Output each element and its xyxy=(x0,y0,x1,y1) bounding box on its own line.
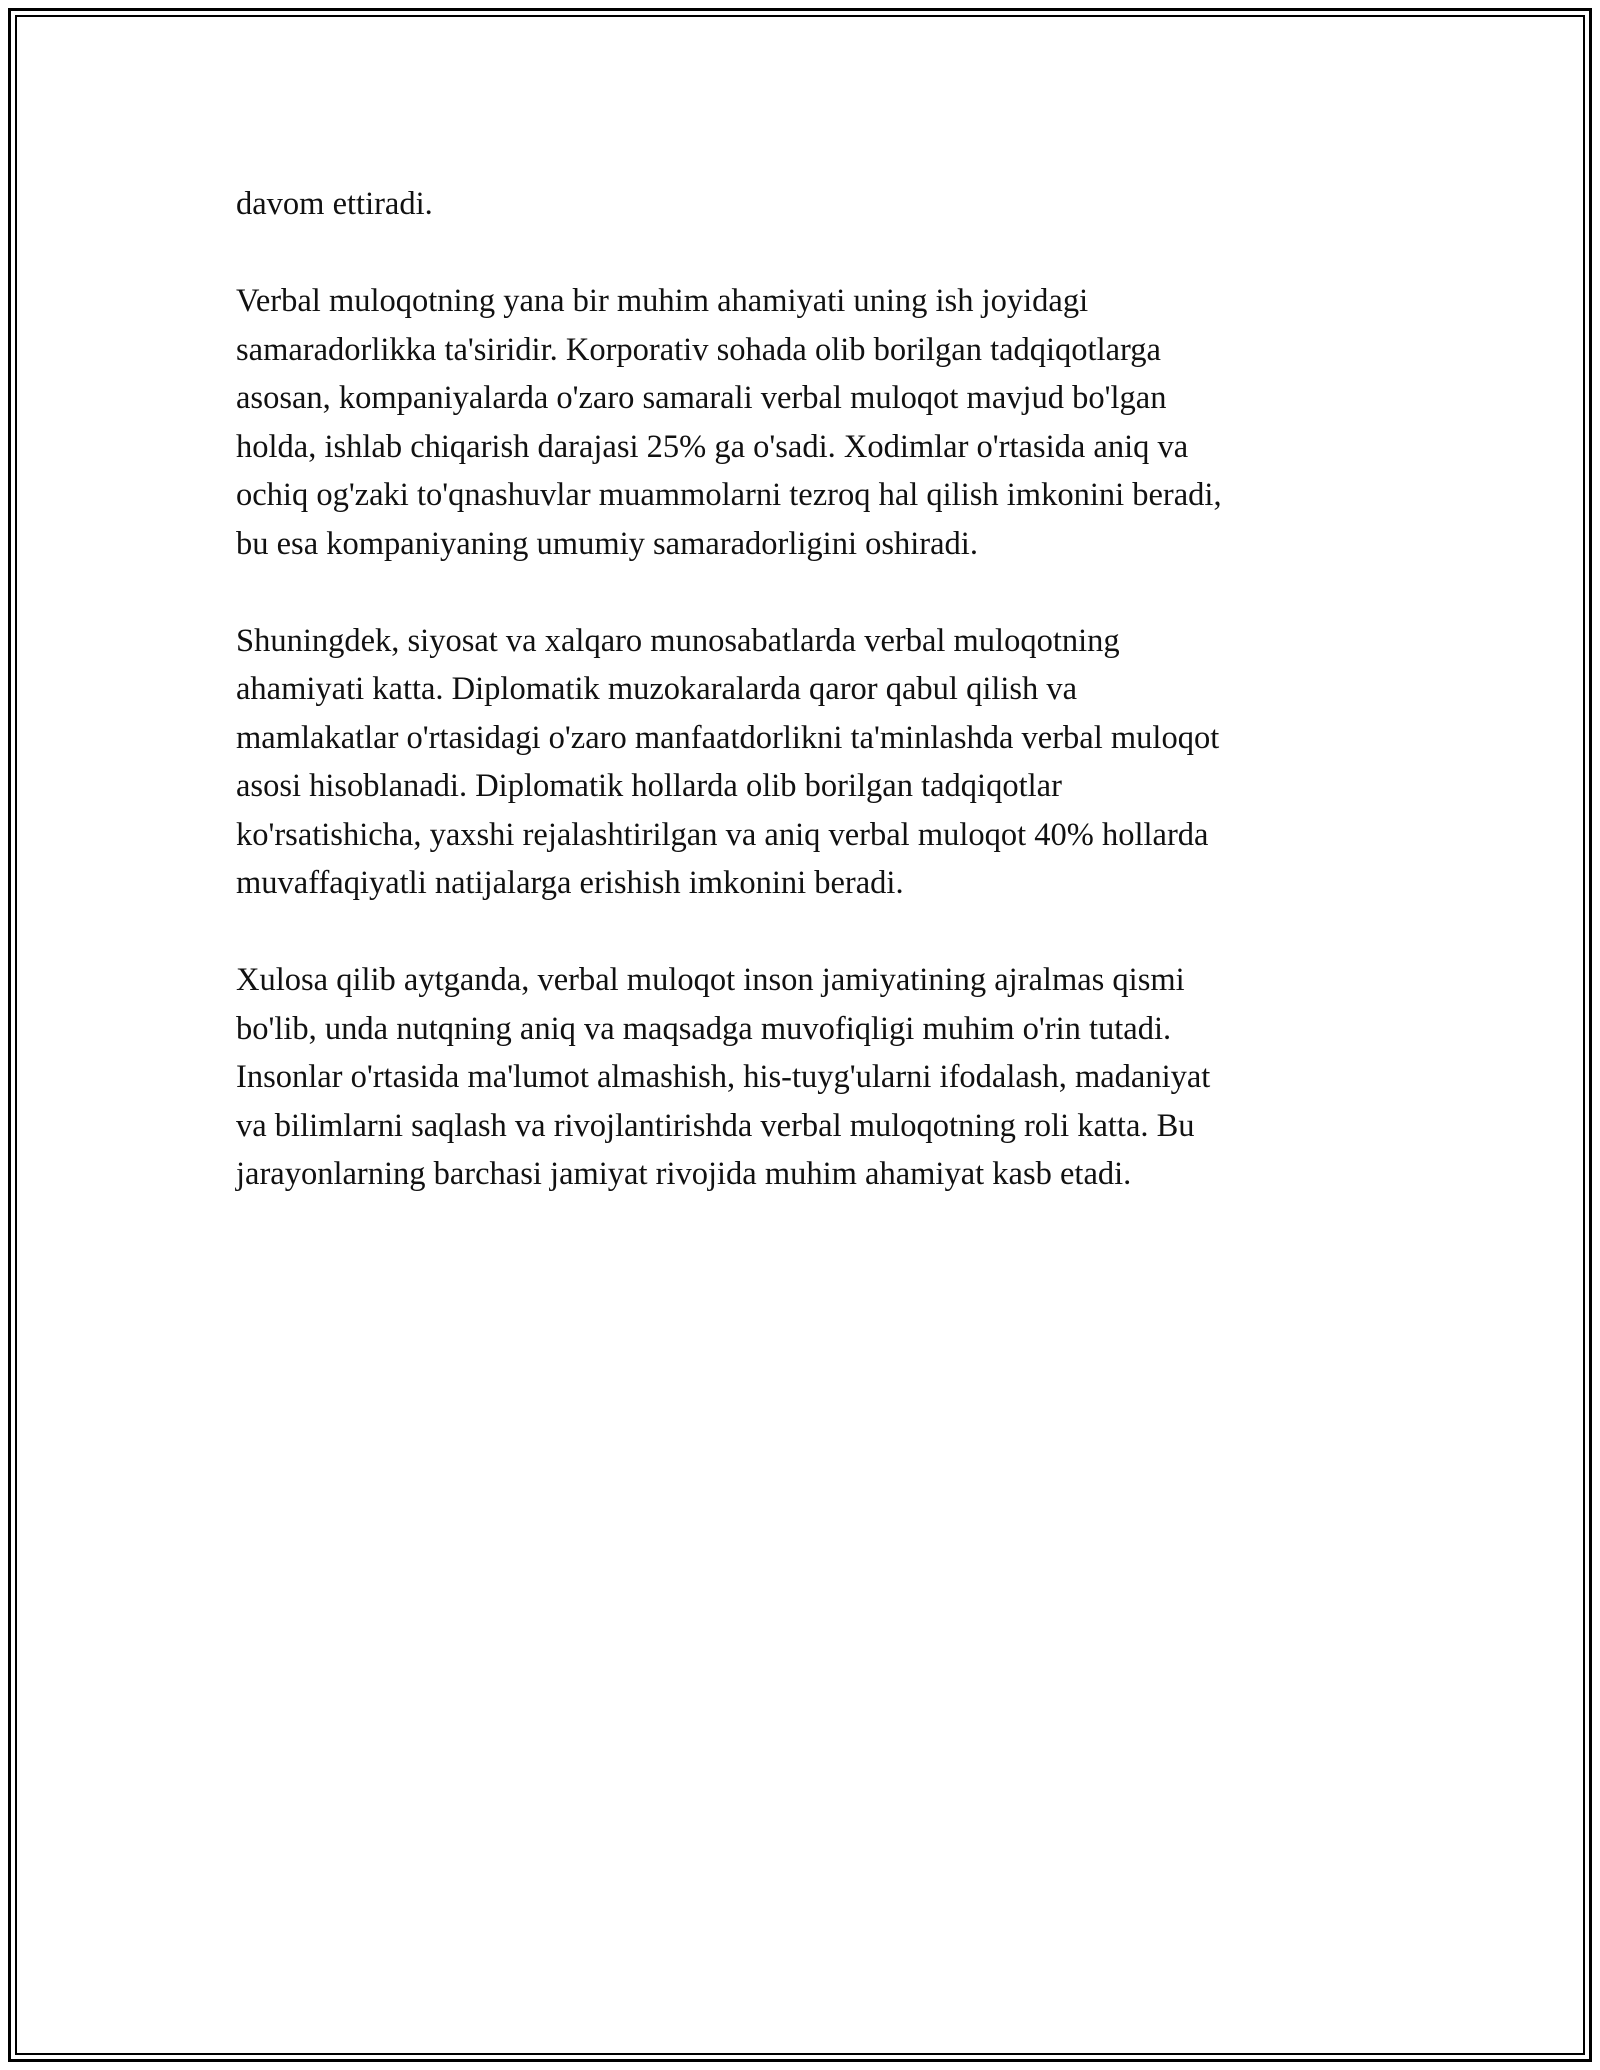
paragraph-line: asosan, kompaniyalarda o'zaro samarali verbal muloqot mavjud bo'lgan xyxy=(236,380,1167,416)
paragraph-line: bo'lib, unda nutqning aniq va maqsadga muvofiqligi muhim o'rin tutadi. xyxy=(236,1010,1172,1047)
paragraph-line: Verbal muloqotning yana bir muhim ahamiyati uning ish joyidagi xyxy=(236,283,1089,319)
paragraph-line: Insonlar o'rtasida ma'lumot almashish, his-tuyg'ularni ifodalash, madaniyat xyxy=(236,1059,1211,1095)
paragraph-line: muvaffaqiyatli natijalarga erishish imkonini beradi. xyxy=(236,865,904,901)
paragraph-2 xyxy=(236,277,1356,568)
paragraph-line: Xulosa qilib aytganda, verbal muloqot inson jamiyatining ajralmas qismi xyxy=(236,962,1185,998)
paragraph-line: ko'rsatishicha, yaxshi rejalashtirilgan va aniq verbal muloqot 40% hollarda xyxy=(236,816,1209,853)
paragraph-line: bu esa kompaniyaning umumiy samaradorligini oshiradi. xyxy=(236,525,978,562)
paragraph-line: ochiq og'zaki to'qnashuvlar muammolarni tezroq hal qilish imkonini beradi, xyxy=(236,477,1222,513)
paragraph-line: mamlakatlar o'rtasidagi o'zaro manfaatdorlikni ta'minlashda verbal muloqot xyxy=(236,719,1220,756)
paragraph-line: va bilimlarni saqlash va rivojlantirishda verbal muloqotning roli katta. Bu xyxy=(236,1107,1195,1144)
paragraph-3 xyxy=(236,617,1356,908)
paragraph-line: samaradorlikka ta'siridir. Korporativ sohada olib borilgan tadqiqotlarga xyxy=(236,331,1161,368)
paragraph-line: Shuningdek, siyosat va xalqaro munosabatlarda verbal muloqotning xyxy=(236,622,1120,659)
paragraph-line: holda, ishlab chiqarish darajasi 25% ga o'sadi. Xodimlar o'rtasida aniq va xyxy=(236,428,1189,465)
paragraph-line: jarayonlarning barchasi jamiyat rivojida muhim ahamiyat kasb etadi. xyxy=(236,1156,1132,1192)
paragraph-line: asosi hisoblanadi. Diplomatik hollarda olib borilgan tadqiqotlar xyxy=(236,768,1062,804)
paragraph-line: ahamiyati katta. Diplomatik muzokaralarda qaror qabul qilish va xyxy=(236,671,1078,707)
paragraph-line: davom ettiradi. xyxy=(236,186,433,222)
paragraph-4 xyxy=(236,956,1356,1199)
paragraph-1 xyxy=(236,180,1356,229)
document-body xyxy=(236,180,1356,1247)
